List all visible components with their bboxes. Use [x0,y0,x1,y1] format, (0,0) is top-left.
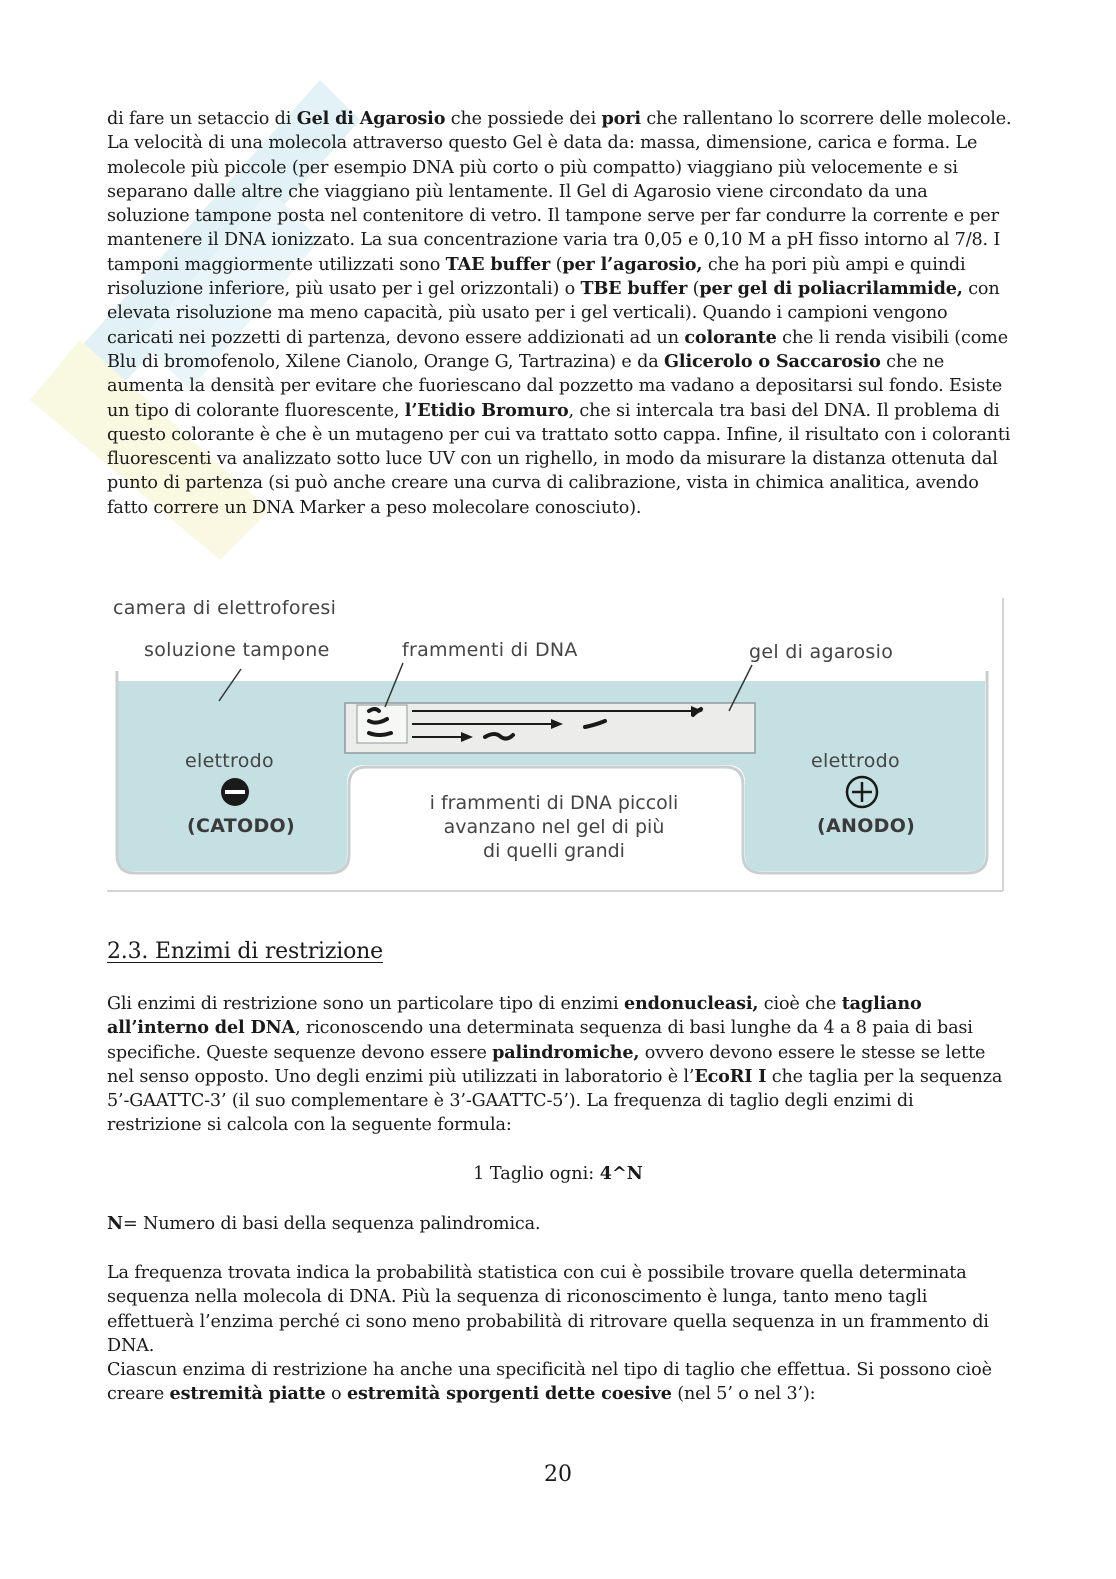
text: , riconoscendo una determinata sequenza di basi lunghe da 4 a 8 paia di basi specifiche. Queste sequenze devono essere [107,1018,973,1063]
bold-term: per l’agarosio, [562,253,703,275]
text: Ciascun enzima di restrizione ha anche una specificità nel tipo di taglio che effettua. Si possono cioè creare [107,1360,992,1405]
text: = Numero di basi della sequenza palindromica. [122,1214,541,1234]
formula-expression: 4^N [599,1163,643,1184]
gel-label: gel di agarosio [749,641,894,663]
variable-n: N [107,1213,123,1234]
text: ( [550,254,563,275]
chamber-label: camera di elettroforesi [113,597,337,619]
note-line: di quelli grandi [483,840,625,862]
buffer-label: soluzione tampone [144,639,330,661]
bold-term: tagliano all’interno del DNA [107,993,922,1039]
text: che ne aumenta la densità per evitare che fuoriescano dal pozzetto ma vadano a depositarsi sul fondo. Esiste un tipo di colorante fluorescente, [107,351,1003,421]
cathode-label: (CATODO) [187,815,295,837]
n-definition [107,1212,1012,1236]
bold-term: l’Etidio Bromuro [404,399,569,421]
text: , che si intercala tra basi del DNA. Il problema di questo colorante è che è un mutageno per cui va trattato sotto cappa. Infine, il risultato con i coloranti fluorescenti va analizzato sotto luce UV con un righello, in modo da misurare la distanza ottenuta dal punto di partenza (si può anche creare una curva di calibrazione, vista in chimica analitica, avendo fatto correre un DNA Marker a peso molecolare conosciuto). [107,400,1011,518]
text: ( [687,279,700,300]
bold-term: pori [601,108,641,129]
text: che ha pori più ampi e quindi risoluzione inferiore, più usato per i gel orizzontali) o [107,254,966,300]
text: cioè che [758,994,842,1014]
cut-frequency-formula [0,1163,1116,1184]
bold-term: TAE buffer [445,253,551,275]
note-line: avanzano nel gel di più [443,816,665,838]
bold-term: palindromiche, [492,1041,640,1063]
left-electrode-label: elettrodo [185,750,274,772]
text: di fare un setaccio di [107,109,297,129]
text: che rallentano lo scorrere delle molecole. La velocità di una molecola attraverso questo Gel è data da: massa, dimensione, carica e forma. Le molecole più piccole (per esempio DNA più corto o più compatto) viaggiano più velocemente e si separano dalle altre che viaggiano più lentamente. Il Gel di Agarosio viene circondato da una soluzione tampone posta nel contenitore di vetro. Il tampone serve per far condurre la corrente e per mantenere il DNA ionizzato. La sua concentrazione varia tra 0,05 e 0,10 M a pH fisso intorno al 7/8. I tamponi maggiormente utilizzati sono [107,109,1012,275]
text: Gli enzimi di restrizione sono un particolare tipo di enzimi [107,994,624,1014]
text: che li renda visibili (come Blu di bromofenolo, Xilene Cianolo, Orange G, Tartrazina) e da [107,327,1008,372]
electrophoresis-figure [107,593,1007,898]
text: La frequenza trovata indica la probabilità statistica con cui è possibile trovare quella determinata sequenza nella molecola di DNA. Più la sequenza di riconoscimento è lunga, tanto meno tagli effettuerà l’enzima perché ci sono meno probabilità di ritrovare quella sequenza in un frammento di DNA. [107,1263,989,1356]
text: ovvero devono essere le stesse se lette nel senso opposto. Uno degli enzimi più utilizzati in laboratorio è l’ [107,1042,986,1087]
bold-term: per gel di poliacrilammide, [699,278,963,300]
bold-term: endonucleasi, [623,993,759,1014]
bold-term: estremità sporgenti dette coesive [346,1383,672,1405]
bold-term: colorante [684,326,777,348]
text: (nel 5’ o nel 3’): [671,1384,816,1405]
well [357,705,407,743]
bold-term: TBE buffer [580,278,688,300]
page-number: 20 [544,1462,572,1487]
bold-term: Gel di Agarosio [296,108,446,129]
bold-term: EcoRI I [694,1065,767,1087]
fragments-label: frammenti di DNA [402,639,578,661]
bold-term: Glicerolo o Saccarosio [664,350,881,372]
paragraph-cut-frequency [107,1261,1012,1407]
bold-term: estremità piatte [169,1383,326,1405]
paragraph-gel-electrophoresis [107,107,1012,520]
note-line: i frammenti di DNA piccoli [429,792,679,814]
text: o [325,1384,347,1405]
anode-label: (ANODO) [817,815,916,837]
section-heading: 2.3. Enzimi di restrizione [107,939,383,964]
paragraph-restriction-enzymes [107,992,1012,1138]
right-electrode-label: elettrodo [811,750,900,772]
text: che possiede dei [445,109,602,129]
figure-note [369,791,739,863]
formula-text: 1 Taglio ogni: [473,1164,600,1184]
text: con elevata risoluzione ma meno capacità, più usato per i gel verticali). Quando i campioni vengono caricati nei pozzetti di partenza, devono essere addizionati ad un [107,279,1000,348]
text: che taglia per la sequenza 5’-GAATTC-3’ (il suo complementare è 3’-GAATTC-5’). La frequenza di taglio degli enzimi di restrizione si calcola con la seguente formula: [107,1066,1003,1136]
